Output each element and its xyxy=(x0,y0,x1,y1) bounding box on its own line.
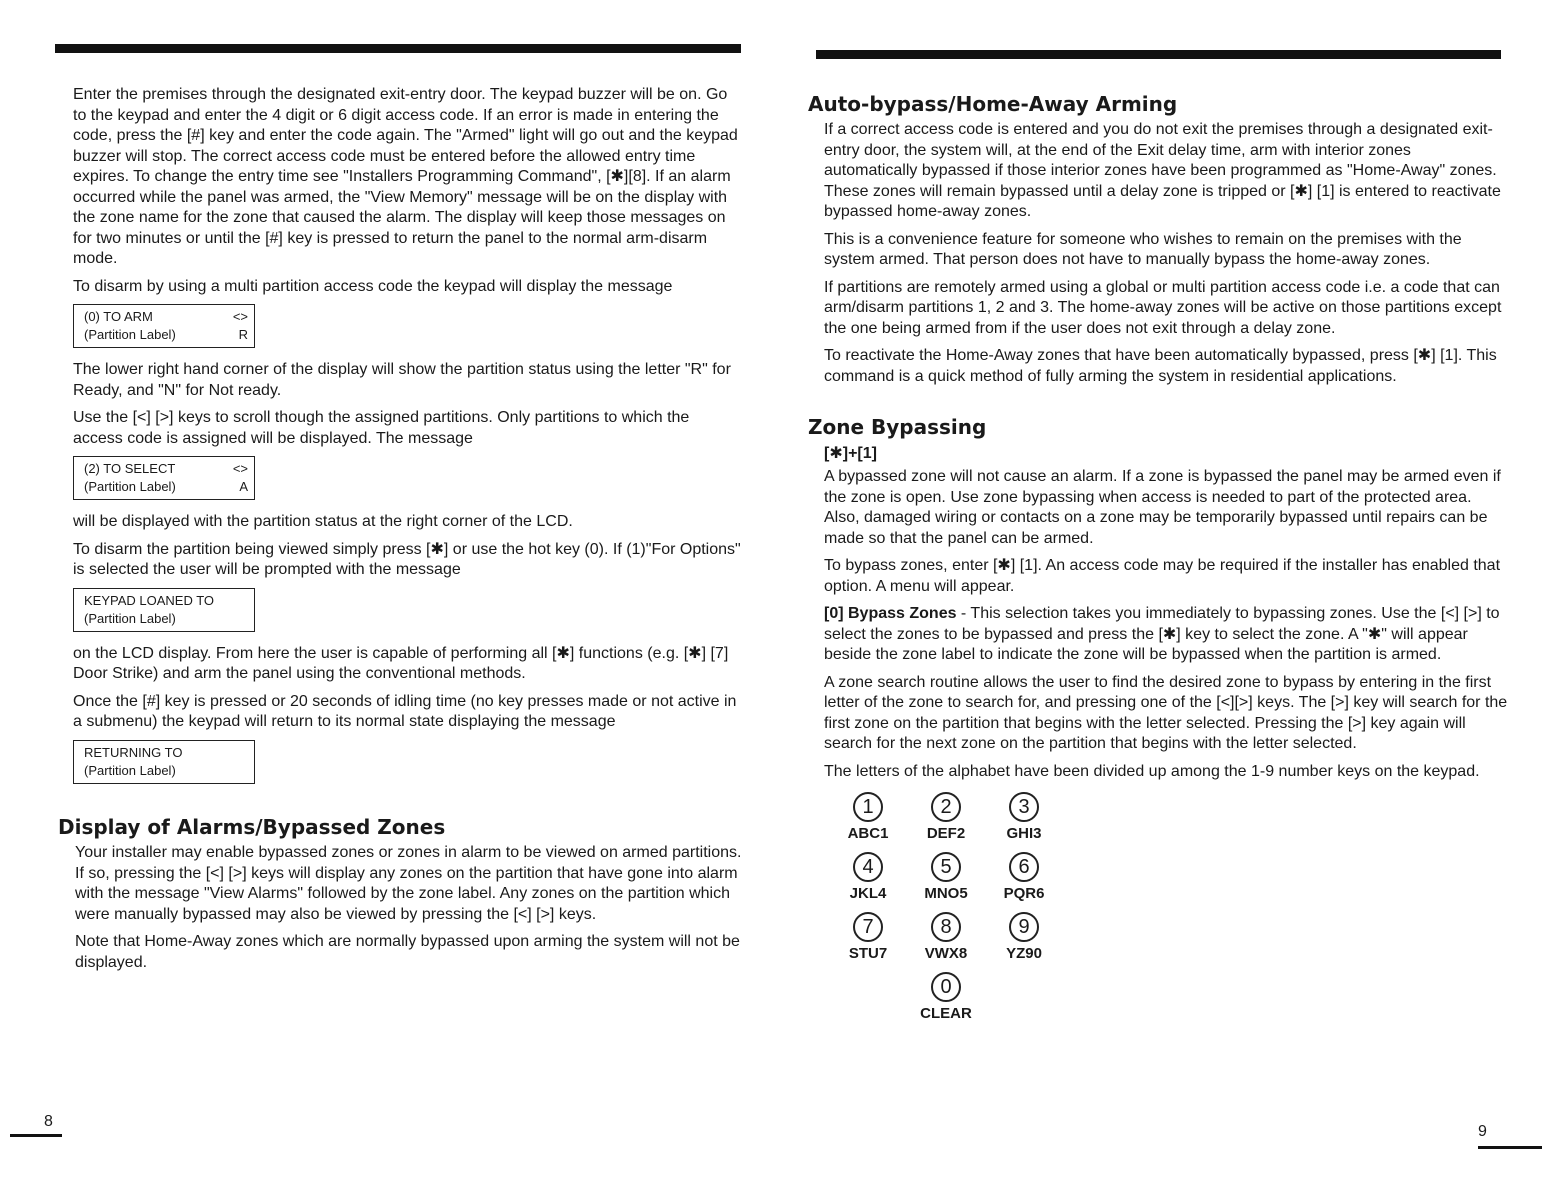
key-digit: 6 xyxy=(1009,852,1039,882)
keypad-key xyxy=(907,912,985,962)
left-top-rule xyxy=(55,44,741,53)
paragraph: The letters of the alphabet have been divided up among the 1-9 number keys on the keypad. xyxy=(824,762,1480,780)
key-letters: STU7 xyxy=(848,945,888,962)
page-number-left: 8 xyxy=(44,1113,53,1130)
section-title-home-away: Auto-bypass/Home-Away Arming xyxy=(808,92,1178,116)
key-letters: CLEAR xyxy=(920,1005,972,1022)
lcd-line-2: (Partition Label) xyxy=(84,762,176,778)
key-digit: 8 xyxy=(931,912,961,942)
keypad-key-zero xyxy=(907,972,985,1022)
left-page xyxy=(73,85,743,796)
key-digit: 5 xyxy=(931,852,961,882)
bypass-zones-label: [0] Bypass Zones xyxy=(824,605,957,622)
page-number-rule-right xyxy=(1478,1146,1542,1149)
lcd-display-to-select xyxy=(73,456,255,500)
paragraph: Note that Home-Away zones which are normally bypassed upon arming the system will not be displayed. xyxy=(75,933,740,971)
keypad-diagram xyxy=(829,792,1508,1022)
paragraph: A bypassed zone will not cause an alarm. If a zone is bypassed the panel may be armed even if the zone is open. Use zone bypassing when access is needed to part of the protected area. Also, damaged wiring or contacts on a zone may be temporarily bypassed until repairs can be made so that the panel can be armed. xyxy=(824,468,1501,547)
key-digit: 2 xyxy=(931,792,961,822)
key-digit: 1 xyxy=(853,792,883,822)
keypad-key xyxy=(985,912,1063,962)
lcd-line-1: (2) TO SELECT xyxy=(84,461,176,476)
keypad-key xyxy=(907,852,985,902)
lcd-line-1: KEYPAD LOANED TO xyxy=(84,592,215,608)
command-subtitle: [✱]+[1] xyxy=(824,445,877,462)
paragraph: To disarm the partition being viewed simply press [✱] or use the hot key (0). If (1)"For Options" is selected the user will be prompted with the message xyxy=(73,540,741,578)
paragraph: Use the [<] [>] keys to scroll though the assigned partitions. Only partitions to which the access code is assigned will be displayed. The message xyxy=(73,409,690,447)
paragraph: on the LCD display. From here the user is capable of performing all [✱] functions (e.g. [✱] [7] Door Strike) and arm the panel using the conventional methods. xyxy=(73,644,729,682)
lcd-display-to-arm xyxy=(73,304,255,348)
page-number-rule-left xyxy=(10,1134,62,1137)
lcd-display-keypad-loaned xyxy=(73,588,255,632)
key-letters: GHI3 xyxy=(1006,825,1042,842)
paragraph: If a correct access code is entered and you do not exit the premises through a designated exit-entry door, the system will, at the end of the Exit delay time, arm with interior zones automatically bypassed if those interior zones have been programmed as "Home-Away" zones. These zones will remain bypassed until a delay zone is tripped or [✱] [1] is entered to reactivate bypassed home-away zones. xyxy=(824,121,1501,220)
key-digit: 0 xyxy=(931,972,961,1002)
lcd-line-1: RETURNING TO xyxy=(84,744,183,760)
paragraph: To reactivate the Home-Away zones that have been automatically bypassed, press [✱] [1]. This command is a quick method of fully arming the system in residential applications. xyxy=(824,347,1497,385)
lcd-line-2: (Partition Label) xyxy=(84,479,176,494)
key-letters: YZ90 xyxy=(1006,945,1042,962)
section-title: Display of Alarms/Bypassed Zones xyxy=(58,815,446,839)
paragraph: Enter the premises through the designated exit-entry door. The keypad buzzer will be on. Go to the keypad and enter the 4 digit or 6 digit access code. If an error is made in entering the code, press the [#] key and enter the code again. The "Armed" light will go out and the keypad buzzer will stop. The correct access code must be entered before the allowed entry time expires. To change the entry time see "Installers Programming Command", [✱][8]. If an alarm occurred while the panel was armed, the "View Memory" message will be on the display with the zone name for the zone that caused the alarm. The display will keep those messages on for two minutes or until the [#] key is pressed to return the panel to the normal arm-disarm mode. xyxy=(73,86,738,267)
key-letters: VWX8 xyxy=(924,945,968,962)
key-letters: PQR6 xyxy=(1003,885,1045,902)
section-title-zone-bypassing: Zone Bypassing xyxy=(808,415,987,439)
lcd-scroll-arrows: <> xyxy=(232,309,248,324)
left-section-alarms xyxy=(58,815,743,980)
paragraph: will be displayed with the partition status at the right corner of the LCD. xyxy=(73,513,573,530)
keypad-key xyxy=(907,792,985,842)
paragraph: Once the [#] key is pressed or 20 seconds of idling time (no key presses made or not active in a submenu) the keypad will return to its normal state displaying the message xyxy=(73,692,737,730)
lcd-line-2: (Partition Label) xyxy=(84,610,176,626)
key-letters: MNO5 xyxy=(924,885,968,902)
lcd-line-2: (Partition Label) xyxy=(84,327,176,342)
key-letters: JKL4 xyxy=(849,885,887,902)
paragraph: To bypass zones, enter [✱] [1]. An access code may be required if the installer has enabled that option. A menu will appear. xyxy=(824,557,1501,595)
right-top-rule xyxy=(816,50,1501,59)
key-digit: 3 xyxy=(1009,792,1039,822)
key-digit: 4 xyxy=(853,852,883,882)
paragraph: Your installer may enable bypassed zones or zones in alarm to be viewed on armed partitions. If so, pressing the [<] [>] keys will display any zones on the partition that have gone into alarm with the message "View Alarms" followed by the zone label. Any zones on the partition which were manually bypassed may also be viewed by pressing the [<] [>] keys. xyxy=(75,844,742,923)
paragraph: If partitions are remotely armed using a global or multi partition access code i.e. a code that can arm/disarm partitions 1, 2 and 3. The home-away zones will be active on those partitions except the one being armed from if the user does not exit through a delay zone. xyxy=(824,278,1502,337)
right-page xyxy=(808,92,1508,1022)
key-letters: DEF2 xyxy=(926,825,966,842)
lcd-status-letter: R xyxy=(238,327,248,342)
lcd-display-returning xyxy=(73,740,255,784)
keypad-key xyxy=(985,792,1063,842)
paragraph: A zone search routine allows the user to find the desired zone to bypass by entering in the first letter of the zone to search for, and pressing one of the [<][>] keys. The [>] key will search for the first zone on the partition that begins with the letter selected. Pressing the [>] key again will search for the next zone on the partition that begins with the letter selected. xyxy=(824,673,1508,752)
paragraph: To disarm by using a multi partition access code the keypad will display the message xyxy=(73,277,673,295)
lcd-scroll-arrows: <> xyxy=(232,461,248,476)
paragraph: This is a convenience feature for someone who wishes to remain on the premises with the system armed. That person does not have to manually bypass the home-away zones. xyxy=(824,230,1462,268)
keypad-key xyxy=(985,852,1063,902)
keypad-key xyxy=(829,852,907,902)
keypad-key xyxy=(829,792,907,842)
paragraph: The lower right hand corner of the display will show the partition status using the letter "R" for Ready, and "N" for Not ready. xyxy=(73,361,731,399)
key-digit: 9 xyxy=(1009,912,1039,942)
key-digit: 7 xyxy=(853,912,883,942)
lcd-status-letter: A xyxy=(239,479,248,494)
bypass-zones-text: - This selection takes you immediately to bypassing zones. Use the [<] [>] to select the zones to be bypassed and press the [✱] key to select the zone. A "✱" will appear beside the zone label to indicate the zone will be bypassed when the partition is armed. xyxy=(824,605,1500,663)
keypad-key xyxy=(829,912,907,962)
lcd-line-1: (0) TO ARM xyxy=(84,309,153,324)
page-number-right: 9 xyxy=(1478,1123,1487,1140)
key-letters: ABC1 xyxy=(847,825,889,842)
paragraph-bypass-zones xyxy=(824,604,1508,666)
